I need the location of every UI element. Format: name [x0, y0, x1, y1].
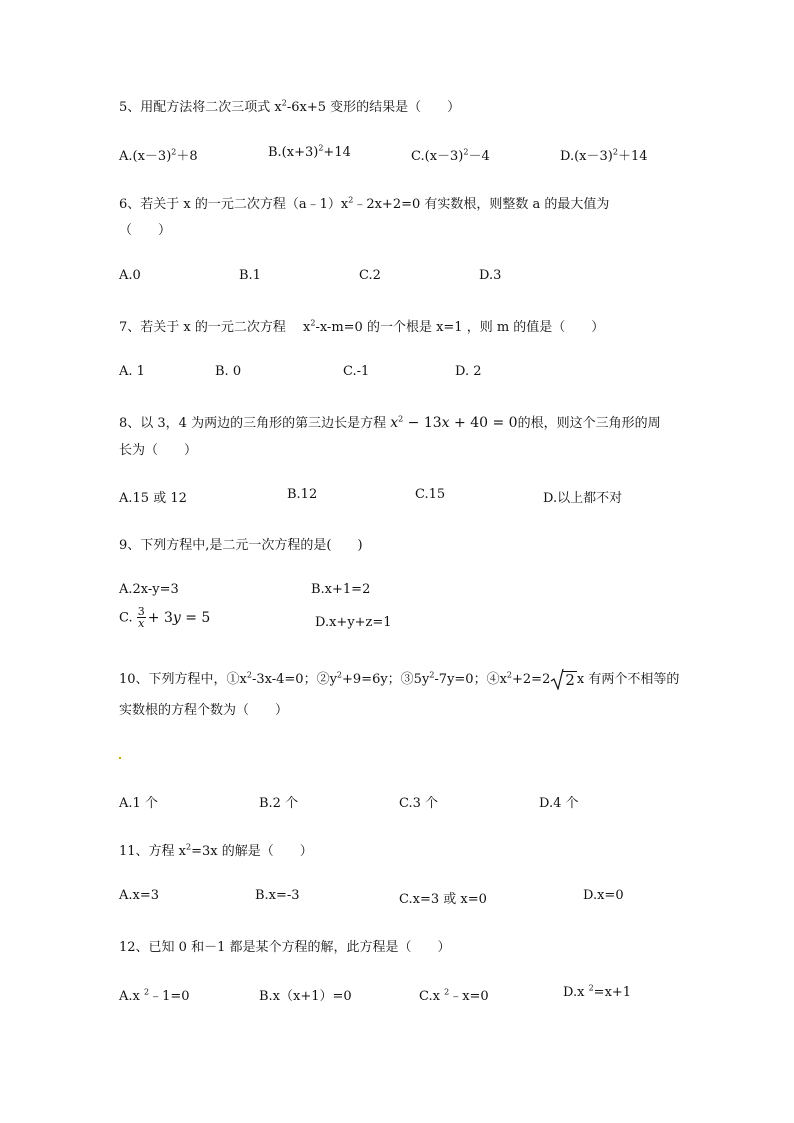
q11-stem: 11、方程 $x^2=3x$ 的解是（ ）: [119, 842, 313, 859]
q9-option-c: C. $\frac{3}{x}$ + 3y = 5: [119, 605, 211, 630]
q8-option-a: A.15 或 12: [119, 491, 187, 506]
q10-option-b: B.2 个: [259, 796, 299, 811]
q9-stem: 9、下列方程中,是二元一次方程的是( ): [119, 538, 363, 553]
q8-stem: 8、以 3，4 为两边的三角形的第三边长是方程 $x^2 - 13x + 40 = 0$的根，则这个三角形的周: [119, 414, 661, 431]
q8-option-d: D.以上都不对: [543, 491, 623, 506]
q12-option-c: C.x $^2$﹣x=0: [419, 987, 489, 1004]
q12-option-a: A.x $^2$﹣1=0: [119, 987, 190, 1004]
q11-option-a: A.x=3: [119, 888, 160, 903]
q6-stem-line2: （ ）: [119, 223, 172, 238]
q9-option-d: D.x+y+z=1: [315, 615, 392, 630]
q11-option-c: C.x=3 或 x=0: [399, 892, 487, 907]
q11-option-d: D.x=0: [583, 888, 624, 903]
q10-option-d: D.4 个: [539, 796, 579, 811]
square-root-symbol: 2: [550, 671, 577, 689]
q7-option-a: A. 1: [119, 364, 145, 379]
fraction: $\frac{3}{x}$: [137, 605, 145, 630]
q12-option-b: B.x（x+1）=0: [259, 989, 352, 1004]
q8-stem-line2: 长为（ ）: [119, 443, 198, 458]
q9-option-c-equation: $\frac{3}{x}$ + 3y = 5: [137, 605, 211, 630]
q10-option-c: C.3 个: [399, 796, 439, 811]
q12-option-d: D.x $^2$=x+1: [563, 983, 632, 1000]
q7-option-b: B. 0: [215, 364, 242, 379]
q10-stem: 10、下列方程中，$①x^2-3x-4=0$；$②y^2+9=6y$；$③5y^2-7y=0$；$④x^2+2=2$ 2 x 有两个不相等的: [119, 668, 679, 689]
radical-sign-icon: [550, 668, 564, 690]
q11-option-b: B.x=-3: [255, 888, 300, 903]
q12-stem: 12、已知 0 和－1 都是某个方程的解，此方程是（ ）: [119, 940, 451, 955]
q5-option-b: $B.(x+3)^2+14$: [268, 143, 351, 160]
q6-option-b: B.1: [239, 268, 261, 283]
q7-stem: 7、若关于 x 的一元二次方程 $x^2-x-m=0$ 的一个根是 x=1 ，则 m 的值是（ ）: [119, 318, 605, 335]
q5-stem: 5、用配方法将二次三项式 $x^2-6x+5$ 变形的结果是（ ）: [119, 98, 461, 115]
q5-option-d: $D.(x-3)^2+14$: [560, 147, 648, 164]
q8-option-b: B.12: [287, 487, 318, 502]
q8-option-c: C.15: [415, 487, 446, 502]
q6-option-d: D.3: [479, 268, 502, 283]
q6-option-a: A.0: [119, 268, 141, 283]
q10-option-a: A.1 个: [119, 796, 158, 811]
q10-stem-line2: 实数根的方程个数为（ ）: [119, 703, 289, 718]
q5-option-a: $A.(x-3)^2+8$: [119, 147, 198, 164]
q7-option-c: C.-1: [343, 364, 370, 379]
q9-option-a: A.2x-y=3: [119, 582, 179, 597]
q6-stem: 6、若关于 x 的一元二次方程$(a﹣1)x^2﹣2x+2=0$ 有实数根，则整数 a 的最大值为: [119, 195, 610, 212]
q5-option-c: $C.(x-3)^2-4$: [411, 147, 490, 164]
q6-option-c: C.2: [359, 268, 381, 283]
q9-option-b: B.x+1=2: [311, 582, 371, 597]
q7-option-d: D. 2: [455, 364, 482, 379]
stray-dot: [119, 757, 121, 759]
q8-equation: $x^2 - 13x + 40 = 0$: [390, 414, 518, 431]
